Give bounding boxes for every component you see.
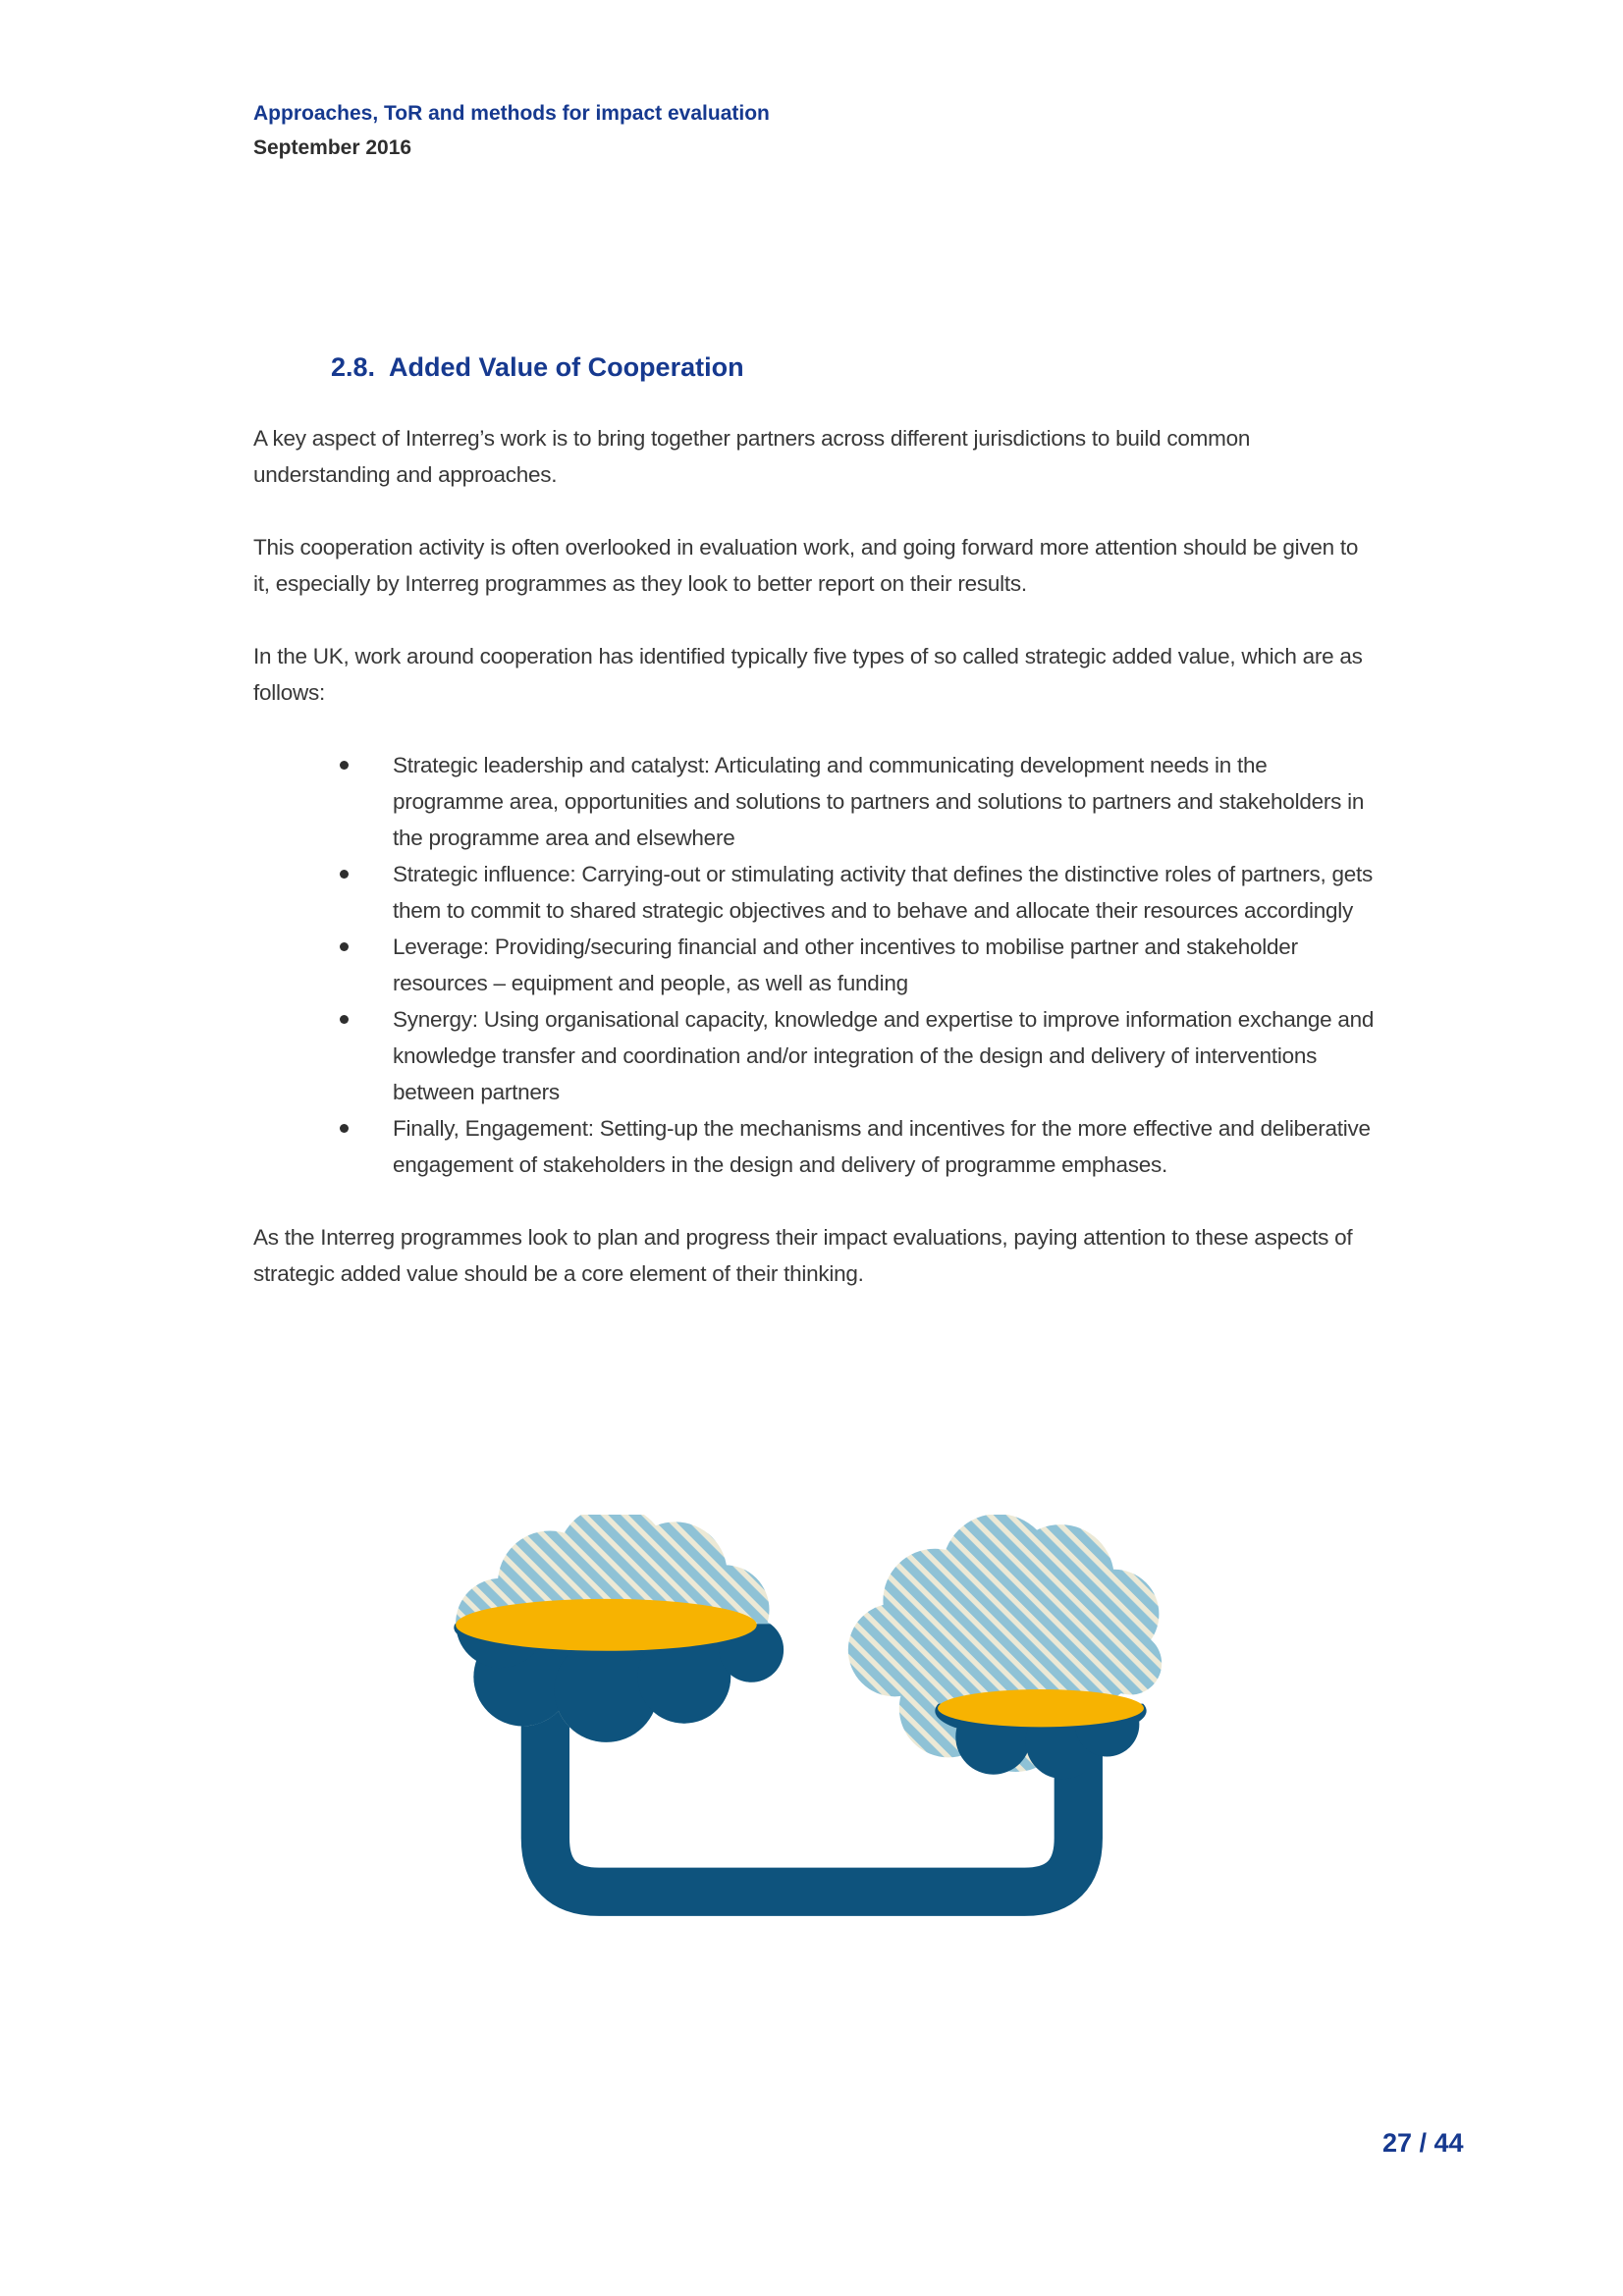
list-item xyxy=(253,856,1378,929)
paragraph: In the UK, work around cooperation has identified typically five types of so called strategic added value, which are as follows: xyxy=(253,644,1363,705)
paragraph: A key aspect of Interreg’s work is to bring together partners across different jurisdictions to build common understanding and approaches. xyxy=(253,426,1251,487)
list-item-text: Synergy: Using organisational capacity, knowledge and expertise to improve information exchange and knowledge transfer and coordination and/or integration of the design and delivery of interventions between partners xyxy=(393,1007,1375,1104)
list-item-text: Leverage: Providing/securing financial and other incentives to mobilise partner and stakeholder resources – equipment and people, as well as funding xyxy=(393,934,1298,995)
list-item xyxy=(253,1001,1378,1110)
closing-paragraph: As the Interreg programmes look to plan and progress their impact evaluations, paying attention to these aspects of strategic added value should be a core element of their thinking. xyxy=(253,1225,1353,1286)
section-title: Added Value of Cooperation xyxy=(389,352,744,382)
bullet-icon xyxy=(340,942,349,951)
document-title: Approaches, ToR and methods for impact evaluation xyxy=(253,102,770,125)
section-number: 2.8. xyxy=(331,352,376,382)
document-date: September 2016 xyxy=(253,136,412,159)
body-content xyxy=(253,420,1378,1328)
paragraph: This cooperation activity is often overlooked in evaluation work, and going forward more attention should be given to it, especially by Interreg programmes as they look to better report on their results. xyxy=(253,535,1359,596)
page-header xyxy=(253,101,770,161)
brains-illustration-svg xyxy=(447,1515,1163,1947)
list-item-text: Strategic leadership and catalyst: Articulating and communicating development needs in the programme area, opportunities and solutions to partners and solutions to partners and stakeholders in the programme area and elsewhere xyxy=(393,753,1365,850)
left-yellow-plate xyxy=(456,1599,757,1651)
bullet-icon xyxy=(340,761,349,770)
section-heading xyxy=(331,350,744,384)
strategic-added-value-list xyxy=(253,747,1378,1183)
bullet-icon xyxy=(340,1015,349,1024)
bullet-icon xyxy=(340,870,349,879)
list-item xyxy=(253,747,1378,856)
list-item xyxy=(253,929,1378,1001)
right-yellow-plate xyxy=(938,1689,1144,1727)
page-number: 27 / 44 xyxy=(1382,2128,1464,2158)
two-brains-balance-illustration xyxy=(447,1515,1163,1947)
list-item xyxy=(253,1110,1378,1183)
list-item-text: Strategic influence: Carrying-out or stimulating activity that defines the distinctive roles of partners, gets them to commit to shared strategic objectives and to behave and allocate their resources accordingly xyxy=(393,862,1373,923)
list-item-text: Finally, Engagement: Setting-up the mechanisms and incentives for the more effective and deliberative engagement of stakeholders in the design and delivery of programme emphases. xyxy=(393,1116,1371,1177)
bullet-icon xyxy=(340,1124,349,1133)
